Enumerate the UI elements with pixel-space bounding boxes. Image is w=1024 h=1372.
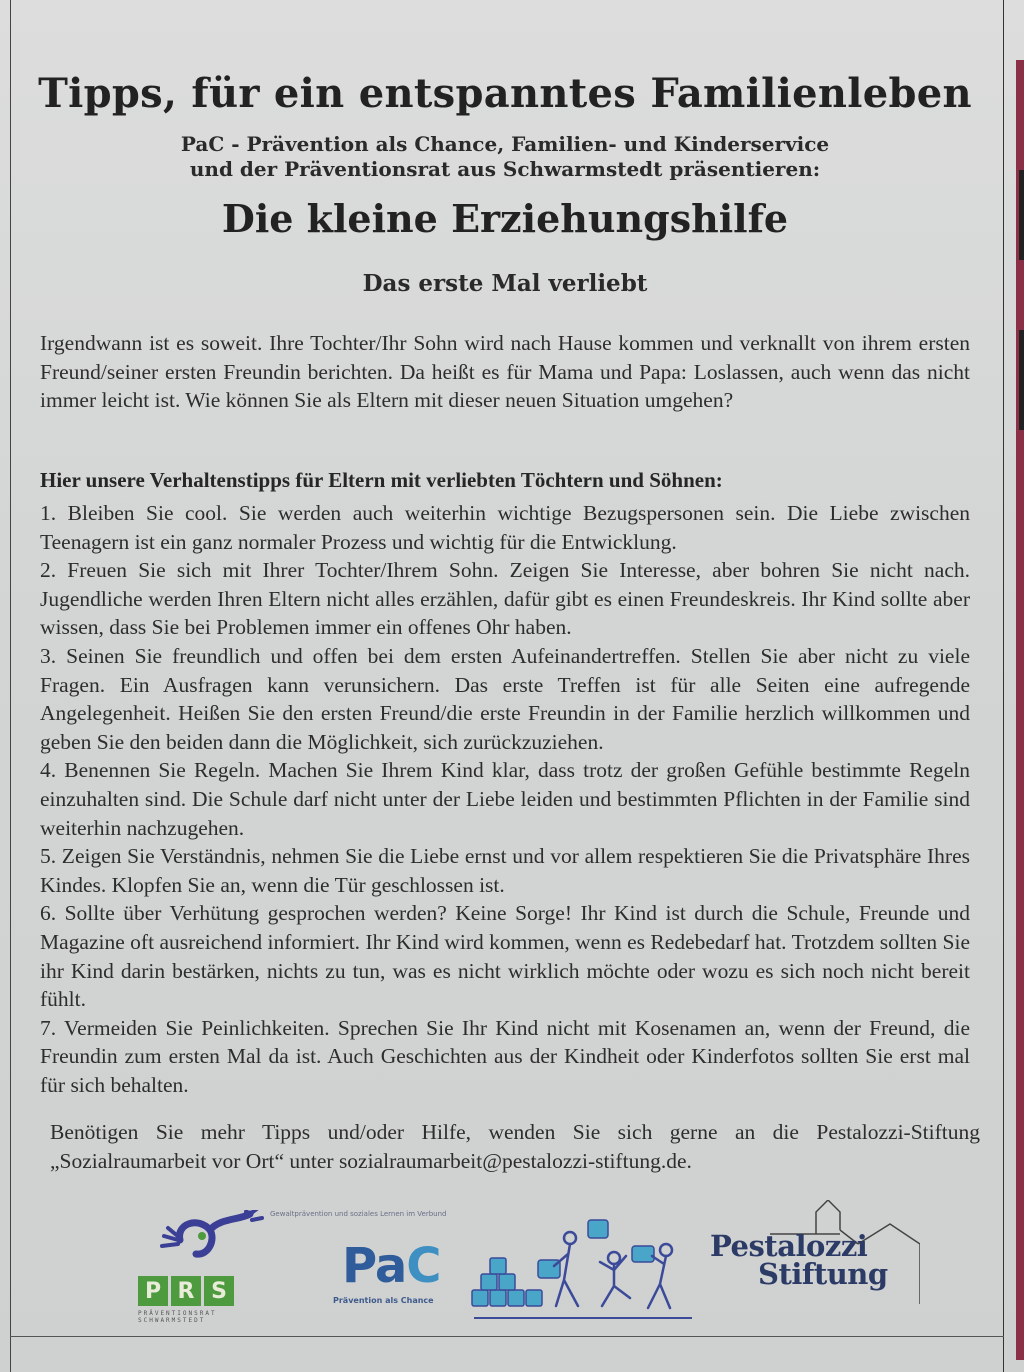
article-subheading: Das erste Mal verliebt	[362, 270, 648, 297]
tips-heading: Hier unsere Verhaltenstipps für Eltern mit verliebten Töchtern und Söhnen:	[40, 468, 723, 492]
sponsor-logos	[130, 1200, 930, 1340]
subtitle-line: PaC - Prävention als Chance, Familien- und Kinderservice	[180, 132, 830, 156]
prs-subtitle: PRÄVENTIONSRAT SCHWARMSTEDT	[138, 1310, 217, 1324]
tip-item: 2. Freuen Sie sich mit Ihrer Tochter/Ihrem Sohn. Zeigen Sie Interesse, aber bohren Sie nicht nach. Jugendliche werden Ihren Eltern nicht alles erzählen, dafür gibt es einen Freundeskreis. Ihr Kind sollte aber wissen, dass Sie bei Problemen immer ein offenes Ohr haben.	[40, 558, 970, 640]
contact-footer: Benötigen Sie mehr Tipps und/oder Hilfe, wenden Sie sich gerne an die Pestalozzi-Stiftung „Sozialraumarbeit vor Ort“ unter sozialraumarbeit@pestalozzi-stiftung.de.	[50, 1120, 980, 1173]
tip-item: 6. Sollte über Verhütung gesprochen werden? Keine Sorge! Ihr Kind ist durch die Schule, Freunde und Magazine oft ausreichend informiert. Ihr Kind wird kommen, wenn es Redebedarf hat. Trotzdem sollten Sie ihr Kind darin bestärken, nichts zu tun, was es nicht wirklich möchte oder wozu es sich noch nicht bereit fühlt.	[40, 901, 970, 1012]
pac-subtitle: Prävention als Chance	[333, 1296, 434, 1305]
pac-tagline: Gewaltprävention und soziales Lernen im Verbund	[270, 1210, 447, 1218]
pestalozzi-line1: Pestalozzi	[710, 1229, 868, 1263]
prs-letter: R	[171, 1276, 201, 1306]
pac-figures-icon	[470, 1210, 695, 1320]
adjacent-page-mark	[1019, 330, 1024, 430]
bottom-divider	[10, 1336, 1004, 1337]
prs-letter: P	[138, 1276, 168, 1306]
tip-item: 1. Bleiben Sie cool. Sie werden auch weiterhin wichtige Bezugspersonen sein. Die Liebe zwischen Teenagern ist ein ganz normaler Prozess und wichtig für die Entwicklung.	[40, 501, 970, 554]
tip-item: 3. Seinen Sie freundlich und offen bei dem ersten Aufeinandertreffen. Stellen Sie aber nicht zu viele Fragen. Ein Ausfragen kann verunsichern. Das erste Treffen ist für alle Seiten eine aufregende Angelegenheit. Heißen Sie den ersten Freund/die erste Freundin in der Familie herzlich willkommen und geben Sie den beiden dann die Möglichkeit, sich zurückzuziehen.	[40, 643, 970, 754]
pestalozzi-logo	[710, 1229, 888, 1291]
page-title: Tipps, für ein entspanntes Familienleben	[38, 70, 972, 117]
tip-item: 7. Vermeiden Sie Peinlichkeiten. Sprechen Sie Ihr Kind nicht mit Kosenamen an, wenn der Freund, die Freundin zum ersten Mal da ist. Auch Geschichten aus der Kindheit oder Kinderfotos sollten Sie erst mal für sich behalten.	[40, 1015, 970, 1097]
prs-letter-boxes	[138, 1276, 234, 1306]
pac-logo: PaC	[342, 1238, 441, 1294]
presenters-subtitle	[0, 132, 1010, 182]
intro-paragraph: Irgendwann ist es soweit. Ihre Tochter/Ihr Sohn wird nach Hause kommen und verknallt von ihrem ersten Freund/seiner ersten Freundin berichten. Da heißt es für Mama und Papa: Loslassen, auch wenn das nicht immer leicht ist. Wie können Sie als Eltern mit dieser neuen Situation umgehen?	[40, 331, 970, 413]
subtitle-line: und der Präventionsrat aus Schwarmstedt präsentieren:	[189, 157, 821, 181]
prs-mascot-icon	[158, 1210, 268, 1270]
series-heading: Die kleine Erziehungshilfe	[221, 196, 789, 241]
pestalozzi-line2: Stiftung	[758, 1257, 888, 1291]
adjacent-page-mark	[1019, 170, 1024, 260]
tip-item: 5. Zeigen Sie Verständnis, nehmen Sie die Liebe ernst und vor allem respektieren Sie die Privatsphäre Ihres Kindes. Klopfen Sie an, wenn die Tür geschlossen ist.	[40, 844, 970, 897]
tip-item: 4. Benennen Sie Regeln. Machen Sie Ihrem Kind klar, dass trotz der großen Gefühle bestimmte Regeln einzuhalten sind. Die Schule darf nicht unter der Liebe leiden und bestimmten Pflichten in der Familie sind weiterhin nachzugehen.	[40, 758, 970, 840]
tips-list	[40, 499, 970, 1099]
prs-letter: S	[204, 1276, 234, 1306]
